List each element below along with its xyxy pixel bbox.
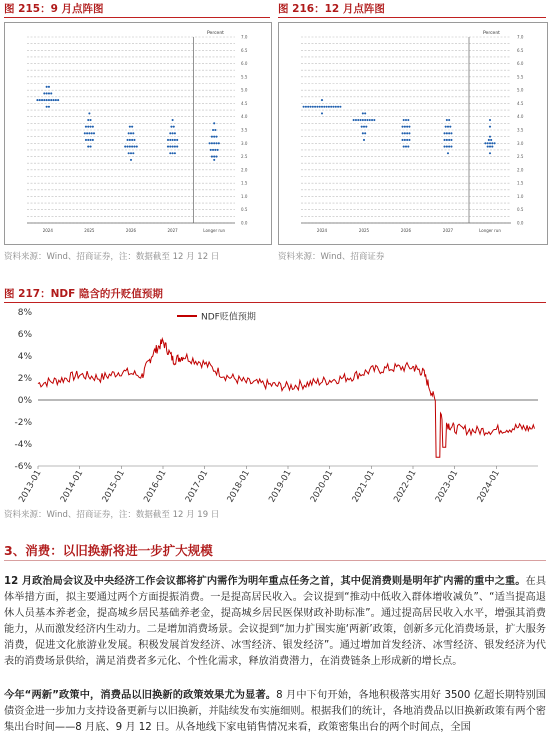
fomc-dot (85, 126, 87, 128)
fomc-dot (357, 119, 359, 121)
fomc-dot (55, 99, 57, 101)
y-tick-label: -2% (14, 418, 32, 428)
x-tick-label: 2027 (442, 228, 454, 233)
fomc-dot (53, 99, 55, 101)
fomc-dot (129, 126, 131, 128)
fomc-dot (491, 142, 493, 144)
fomc-dot (404, 132, 406, 134)
y-tick-label: 4.5 (517, 100, 524, 106)
y-tick-label: 2% (17, 374, 32, 384)
x-tick-label: 2027 (167, 228, 178, 233)
fomc-dot (213, 159, 215, 161)
fomc-dot (86, 132, 88, 134)
fig215-title: 图 215：9 月点阵图 (4, 3, 104, 15)
y-tick-label: 1.0 (241, 193, 248, 199)
fomc-dot (36, 99, 38, 101)
fomc-dot (445, 126, 447, 128)
fomc-dot (405, 146, 407, 148)
fomc-dot (450, 132, 452, 134)
x-tick-label: 2023-01 (433, 468, 461, 504)
fomc-dot (176, 146, 178, 148)
fomc-dot (213, 142, 215, 144)
y-tick-label: 0.5 (241, 207, 248, 213)
fomc-dot (174, 152, 176, 154)
fomc-dot (169, 139, 171, 141)
fomc-dot (407, 146, 409, 148)
y-tick-label: 0% (17, 396, 32, 406)
fomc-dot (131, 146, 133, 148)
fomc-dot (363, 126, 365, 128)
fomc-dot (444, 132, 446, 134)
y-tick-label: 3.5 (517, 127, 524, 133)
fig217-title: 图 217：NDF 隐含的升贬值预期 (4, 288, 163, 300)
fomc-dot (330, 106, 332, 108)
fomc-dot (494, 142, 496, 144)
fomc-dot (405, 119, 407, 121)
x-tick-label: 2021-01 (350, 468, 377, 504)
fomc-dot (174, 146, 176, 148)
fomc-dot (335, 106, 337, 108)
fomc-dot (489, 146, 491, 148)
fomc-dot (57, 99, 59, 101)
fomc-dot (450, 146, 452, 148)
fomc-dot (447, 126, 449, 128)
fomc-dot (172, 119, 174, 121)
y-tick-label: 6% (17, 330, 32, 340)
fomc-dot (48, 86, 50, 88)
fomc-dot (131, 139, 133, 141)
y-tick-label: 5.5 (241, 74, 248, 80)
fomc-dot (90, 126, 92, 128)
fomc-dot (403, 146, 405, 148)
fomc-dot (132, 132, 134, 134)
y-tick-label: -4% (14, 440, 32, 450)
fomc-dot (446, 146, 448, 148)
fomc-dot (46, 86, 48, 88)
y-tick-label: 2.0 (517, 167, 524, 173)
y-tick-label: 5.0 (241, 87, 248, 93)
fomc-dot (90, 146, 92, 148)
fomc-dot (92, 139, 94, 141)
fig216-chart (278, 22, 548, 245)
fomc-dot (211, 142, 213, 144)
fomc-dot (303, 106, 305, 108)
fomc-dot (214, 129, 216, 131)
fomc-dot (491, 146, 493, 148)
fomc-dot (364, 112, 366, 114)
fomc-dot (129, 139, 131, 141)
fomc-dot (215, 142, 217, 144)
fomc-dot (128, 132, 130, 134)
fomc-dot (339, 106, 341, 108)
fig215-chart (4, 22, 272, 245)
fomc-dot (446, 119, 448, 121)
fomc-dot (362, 132, 364, 134)
fomc-dot (446, 132, 448, 134)
fomc-dot (50, 99, 52, 101)
fomc-dot (48, 99, 50, 101)
fomc-dot (489, 126, 491, 128)
paragraph-2-body: 8 月中下旬开始，各地积极落实用好 3500 亿超长期特别国债资金进一步加力支持设备更新与以旧换新，并陆续发布实施细则。根据我们的统计，各地消费品以旧换新政策有两个密集出台时间——8 月底、9 月 12 日。从各地线下家电销售情况来看，政策密集出台的两个时间点，全国 (4, 690, 546, 733)
fomc-dot (85, 139, 87, 141)
fomc-dot (402, 126, 404, 128)
paragraph-1-body: 在具体举措方面，拟主要通过两个方面提振消费。一是提高居民收入。会议提到“推动中低收入群体增收减负”、“适当提高退休人员基本养老金，提高城乡居民基础养老金，提高城乡居民医保财政补助标准”。通过提高居民收入水平，增强其消费能力，从而激发经济内生动力。二是增加消费场景。会议提到“加力扩围实施‘两新’政策，创新多元化消费场景，扩大服务消费，促进文化旅游业发展。积极发展首发经济、冰雪经济、银发经济”。通过增加首发经济、冰雪经济、银发经济为代表的消费场景供给，满足消费者多元化、个性化需求，释放消费潜力，在消费链条上形成新的增长点。 (4, 576, 547, 667)
ndf-series-line (38, 339, 535, 457)
paragraph-1-lead: 12 月政治局会议及中央经济工作会议都将扩内需作为明年重点任务之首，其中促消费则是明年扩内需的重中之重。 (4, 576, 526, 587)
x-tick-label: 2018-01 (225, 468, 252, 504)
fomc-dot (490, 139, 492, 141)
fomc-dot (43, 99, 45, 101)
fomc-dot (211, 156, 213, 158)
fomc-dot (489, 142, 491, 144)
fomc-dot (408, 132, 410, 134)
fomc-dot (136, 146, 138, 148)
fomc-dot (87, 146, 89, 148)
y-tick-label: 4% (17, 352, 32, 362)
y-tick-label: 4.5 (241, 100, 248, 106)
fomc-dot (41, 99, 43, 101)
fomc-dot (332, 106, 334, 108)
fomc-dot (448, 146, 450, 148)
fomc-dot (319, 106, 321, 108)
fomc-dot (444, 146, 446, 148)
fig217-title-rule (4, 302, 546, 303)
fomc-dot (92, 126, 94, 128)
y-tick-label: 6.0 (517, 61, 524, 67)
fomc-dot (46, 99, 48, 101)
fomc-dot (321, 99, 323, 101)
fomc-dot (211, 136, 213, 138)
fomc-dot (487, 146, 489, 148)
fomc-dot (365, 126, 367, 128)
y-tick-label: 3.5 (241, 127, 248, 133)
y-tick-label: 3.0 (517, 140, 524, 146)
x-tick-label: 2015-01 (100, 468, 127, 504)
paragraph-2 (4, 688, 546, 736)
x-tick-label: 2026 (125, 228, 137, 233)
fomc-dot (39, 99, 41, 101)
fomc-dot (321, 106, 323, 108)
fomc-dot (328, 106, 330, 108)
y-tick-label: -6% (14, 462, 32, 472)
fomc-dot (90, 119, 92, 121)
fomc-dot (373, 119, 375, 121)
x-tick-label: 2017-01 (183, 468, 211, 504)
fomc-dot (218, 142, 220, 144)
x-tick-label: 2025 (358, 228, 370, 233)
fomc-dot (364, 119, 366, 121)
x-tick-label: 2025 (84, 228, 95, 233)
y-tick-label: 1.5 (517, 180, 524, 186)
fomc-dot (130, 159, 132, 161)
y-tick-label: 2.5 (517, 154, 524, 160)
fomc-dot (87, 119, 89, 121)
fig217-source: 资料来源：Wind、招商证券，注：数据截至 12 月 19 日 (4, 510, 220, 520)
x-tick-label: 2026 (400, 228, 412, 233)
y-tick-label: 0.0 (241, 220, 248, 226)
y-tick-label: 7.0 (517, 34, 524, 40)
fomc-dot (407, 119, 409, 121)
fomc-dot (127, 146, 129, 148)
fomc-dot (323, 106, 325, 108)
fomc-dot (48, 106, 50, 108)
fomc-dot (209, 142, 211, 144)
fomc-dot (214, 149, 216, 151)
y-tick-label: 1.0 (517, 193, 524, 199)
fomc-dot (337, 106, 339, 108)
x-tick-label: 2024-01 (475, 468, 502, 504)
y-tick-label: 2.0 (241, 167, 248, 173)
x-tick-label: 2024 (42, 228, 53, 233)
y-tick-label: 4.0 (517, 114, 524, 120)
fomc-dot (167, 139, 169, 141)
fig215-dot-plot (5, 23, 271, 244)
fomc-dot (404, 139, 406, 141)
fomc-dot (172, 132, 174, 134)
fomc-dot (133, 146, 135, 148)
y-tick-label: 6.5 (517, 47, 524, 53)
fomc-dot (169, 132, 171, 134)
fomc-dot (362, 112, 364, 114)
fomc-dot (93, 132, 95, 134)
fomc-dot (312, 106, 314, 108)
y-tick-label: 0.0 (517, 220, 524, 226)
fomc-dot (326, 106, 328, 108)
fomc-dot (128, 152, 130, 154)
fomc-dot (169, 152, 171, 154)
fomc-dot (355, 119, 357, 121)
fomc-dot (402, 132, 404, 134)
fomc-dot (363, 139, 365, 141)
fomc-dot (447, 152, 449, 154)
fomc-dot (174, 139, 176, 141)
fomc-dot (88, 112, 90, 114)
y-tick-label: 8% (17, 308, 32, 318)
fomc-dot (361, 126, 363, 128)
fomc-dot (448, 132, 450, 134)
fomc-dot (408, 126, 410, 128)
fomc-dot (87, 139, 89, 141)
paragraph-2-lead: 今年“两新”政策中，消费品以旧换新的政策效果尤为显著。 (4, 690, 277, 701)
fomc-dot (489, 119, 491, 121)
fomc-dot (213, 136, 215, 138)
fomc-dot (489, 136, 491, 138)
section-rule (4, 560, 546, 561)
fomc-dot (316, 106, 318, 108)
x-tick-label: 2022-01 (392, 468, 419, 504)
fomc-dot (172, 139, 174, 141)
fig217-line-chart (4, 304, 546, 504)
fomc-dot (87, 126, 89, 128)
x-tick-label: 2016-01 (142, 468, 169, 504)
y-tick-label: 7.0 (241, 34, 248, 40)
fomc-dot (129, 146, 131, 148)
fomc-dot (176, 139, 178, 141)
fomc-dot (167, 146, 169, 148)
y-tick-label: 6.0 (241, 61, 248, 67)
x-tick-label: 2014-01 (58, 468, 86, 504)
fomc-dot (46, 106, 48, 108)
x-tick-label: 2013-01 (17, 468, 44, 504)
fomc-dot (132, 152, 134, 154)
fomc-dot (212, 149, 214, 151)
fomc-dot (130, 132, 132, 134)
fomc-dot (489, 152, 491, 154)
y-tick-label: 2.5 (241, 154, 248, 160)
fomc-dot (90, 139, 92, 141)
fomc-dot (84, 132, 86, 134)
fomc-dot (403, 119, 405, 121)
fomc-dot (210, 149, 212, 151)
x-tick-label: 2020-01 (308, 468, 336, 504)
fomc-dot (172, 146, 174, 148)
fomc-dot (213, 156, 215, 158)
fomc-dot (305, 106, 307, 108)
paragraph-1 (4, 574, 546, 670)
fomc-dot (170, 126, 172, 128)
y-tick-label: 1.5 (241, 180, 248, 186)
fomc-dot (408, 139, 410, 141)
fomc-dot (124, 146, 126, 148)
fomc-dot (217, 149, 219, 151)
fomc-dot (366, 119, 368, 121)
fomc-dot (484, 142, 486, 144)
fig216-source: 资料来源：Wind、招商证券 (278, 252, 385, 262)
legend-label: Percent (207, 31, 224, 36)
fomc-dot (46, 92, 48, 94)
fomc-dot (448, 139, 450, 141)
x-tick-label: Longer run (479, 228, 501, 233)
fomc-dot (321, 112, 323, 114)
fomc-dot (364, 132, 366, 134)
y-tick-label: 5.0 (517, 87, 524, 93)
fomc-dot (362, 119, 364, 121)
fig216-title-rule (278, 17, 546, 18)
fomc-dot (48, 92, 50, 94)
fomc-dot (169, 146, 171, 148)
x-tick-label: 2019-01 (267, 468, 294, 504)
fig215-title-rule (4, 17, 270, 18)
fomc-dot (406, 126, 408, 128)
fomc-dot (133, 139, 135, 141)
section-title: 3、消费：以旧换新将进一步扩大规模 (4, 543, 213, 558)
fomc-dot (307, 106, 309, 108)
fomc-dot (215, 136, 217, 138)
fomc-dot (450, 139, 452, 141)
fomc-dot (360, 119, 362, 121)
fomc-dot (449, 126, 451, 128)
y-tick-label: 3.0 (241, 140, 248, 146)
y-tick-label: 0.5 (517, 207, 524, 213)
fomc-dot (488, 139, 490, 141)
fomc-dot (131, 126, 133, 128)
fomc-dot (487, 142, 489, 144)
fomc-dot (371, 119, 373, 121)
y-tick-label: 4.0 (241, 114, 248, 120)
fomc-dot (215, 156, 217, 158)
fomc-dot (130, 152, 132, 154)
fomc-dot (212, 129, 214, 131)
fomc-dot (172, 152, 174, 154)
fig216-dot-plot (279, 23, 547, 244)
fomc-dot (446, 139, 448, 141)
fomc-dot (173, 126, 175, 128)
fomc-dot (402, 139, 404, 141)
legend-label: Percent (483, 31, 500, 36)
fomc-dot (404, 126, 406, 128)
x-tick-label: 2024 (316, 228, 328, 233)
fomc-dot (91, 132, 93, 134)
fomc-dot (369, 119, 371, 121)
fomc-dot (406, 139, 408, 141)
fomc-dot (406, 132, 408, 134)
fomc-dot (314, 106, 316, 108)
fomc-dot (88, 132, 90, 134)
fomc-dot (174, 132, 176, 134)
fig216-title: 图 216：12 月点阵图 (278, 3, 385, 15)
x-tick-label: Longer run (203, 228, 226, 233)
legend-label: NDF贬值预期 (201, 312, 256, 323)
y-tick-label: 5.5 (517, 74, 524, 80)
fig215-source: 资料来源：Wind、招商证券，注：数据截至 12 月 12 日 (4, 252, 220, 262)
fomc-dot (43, 92, 45, 94)
fomc-dot (213, 122, 215, 124)
fomc-dot (448, 119, 450, 121)
fomc-dot (444, 139, 446, 141)
y-tick-label: 6.5 (241, 47, 248, 53)
fomc-dot (353, 119, 355, 121)
fomc-dot (127, 139, 129, 141)
fomc-dot (309, 106, 311, 108)
fomc-dot (50, 92, 52, 94)
